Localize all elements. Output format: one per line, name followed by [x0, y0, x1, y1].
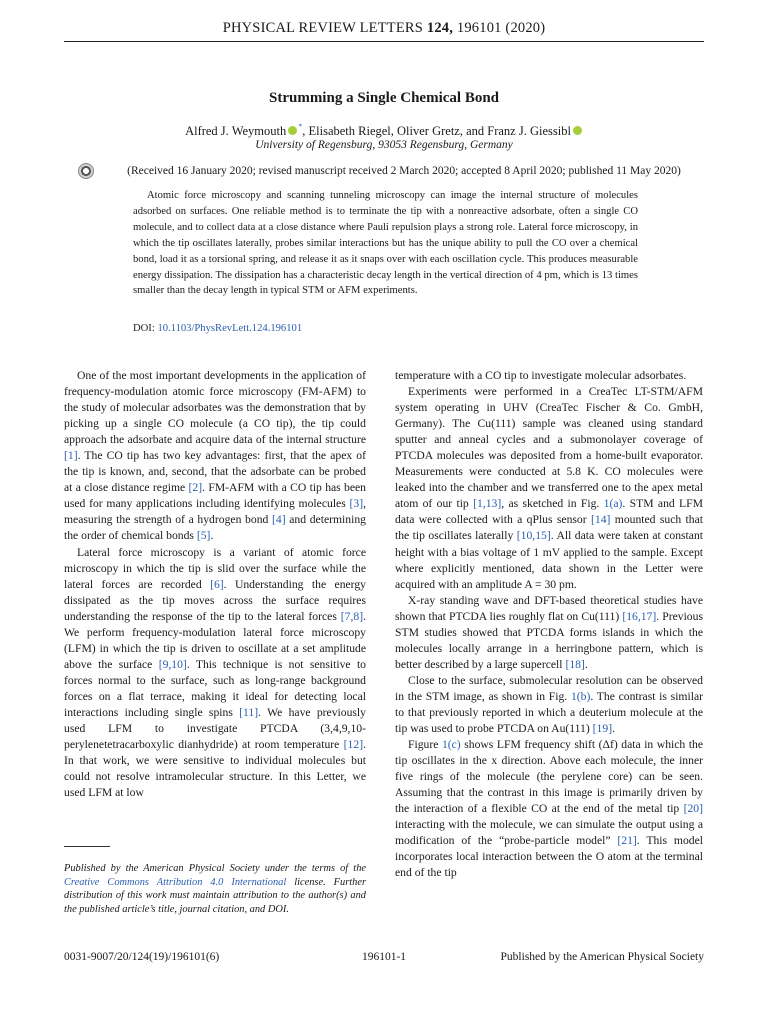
paragraph-experiments: [395, 384, 703, 593]
text-run: mounted such that the tip oscillates laterally: [395, 513, 704, 543]
citation-link[interactable]: [12]: [343, 738, 364, 752]
footer-page-number: 196101-1: [361, 951, 407, 963]
text-run: Figure: [408, 738, 442, 752]
text-run: shows LFM frequency shift (Δf) data in which the tip oscillates in the x direction. Above each molecule, the inner five rings of the molecule (the perylene core) can be seen. Assuming that the contrast in this image is primarily driven by the interaction of a flexible CO at the end of the metal tip: [395, 738, 703, 816]
citation-link[interactable]: [9,10]: [158, 657, 187, 671]
text-run: , as sketched in Fig.: [501, 497, 604, 511]
orcid-icon[interactable]: [288, 126, 297, 135]
citation-link[interactable]: [10,15]: [516, 529, 551, 543]
article-title: Strumming a Single Chemical Bond: [268, 90, 500, 106]
text-run: . This technique is not sensitive to forces normal to the surface, such as long-range background forces on a flat terrace, making it ideal for detecting local interactions including single spins: [64, 657, 366, 719]
orcid-icon[interactable]: [573, 126, 582, 135]
abstract: Atomic force microscopy and scanning tunneling microscopy can image the internal structure of molecules adsorbed on surfaces. One reliable method is to terminate the tip with a nonreactive adsorbate, often a single CO molecule, and to collect data at a close distance where Pauli repulsion plays a strong role. Lateral force microscopy, in which the tip oscillates laterally, probes similar interactions but has the unique ability to pull the CO over a chemical bond, load it as a torsional spring, and release it as it snaps over with each oscillation cycle. This produces measurable energy dissipation. The dissipation has a characteristic decay length in the vertical direction of 4 pm, which is 13 times smaller than the decay length in typical STM or AFM experiments.: [133, 190, 638, 297]
text-run: A = 30 pm.: [524, 577, 577, 591]
paragraph-intro: [64, 368, 366, 545]
footer-issn: 0031-9007/20/124(19)/196101(6): [64, 951, 220, 963]
paragraph-continued: temperature with a CO tip to investigate molecular adsorbates.: [395, 369, 687, 382]
text-run: . FM-AFM with a CO tip has been used for many applications including identifying molecules: [64, 481, 367, 511]
history-line: [64, 163, 704, 179]
author-list: [64, 122, 704, 139]
text-run: . The CO tip has two key advantages: first, that the apex of the tip is known, and, second, that the adsorbate can be probed at a close distance regime: [64, 449, 366, 495]
page-footer: [64, 951, 704, 963]
figure-link[interactable]: 1(b): [570, 689, 591, 703]
paragraph-figure1c: [395, 737, 703, 881]
text-run: Lateral force microscopy is a variant of atomic force microscopy in which the tip is slid over the surface while the lateral forces are recorded: [64, 545, 366, 591]
citation-link[interactable]: [14]: [591, 513, 611, 527]
text-run: . We perform frequency-modulation lateral force microscopy (LFM) in which the tip is driven to oscillate at a set amplitude above the surface: [64, 609, 366, 671]
author-weymouth[interactable]: Alfred J. Weymouth: [185, 124, 287, 138]
citation-link[interactable]: [1]: [64, 449, 78, 463]
journal-volume: 124,: [426, 20, 454, 36]
left-column: [64, 368, 366, 801]
right-column: [395, 368, 703, 882]
citation-link[interactable]: [11]: [239, 705, 259, 719]
paragraph-stm: [395, 673, 703, 737]
text-run: and determining the order of chemical bonds: [64, 513, 366, 543]
text-run: .: [584, 657, 588, 671]
text-run: One of the most important developments in the application of frequency-modulation atomic force microscopy (FM-AFM) to the study of molecular adsorbates was the demonstration that by picking up a single CO molecule (a CO tip), the tip could approach the adsorbate and acquire data of the internal structure: [64, 369, 366, 447]
citation-link[interactable]: [21]: [617, 834, 637, 848]
figure-link[interactable]: 1(a): [603, 497, 623, 511]
license-footnote: [64, 862, 366, 916]
figure-link[interactable]: 1(c): [441, 738, 461, 752]
citation-link[interactable]: [7,8]: [340, 609, 364, 623]
citation-link[interactable]: [4]: [272, 513, 286, 527]
text-run: . This model incorporates local interaction between the O atom at the terminal end of the tip: [395, 834, 703, 880]
doi-link[interactable]: 10.1103/PhysRevLett.124.196101: [157, 323, 303, 334]
footnote-rule: [64, 846, 110, 847]
corresponding-author-mark[interactable]: *: [298, 122, 303, 131]
citation-link[interactable]: [1,13]: [473, 497, 502, 511]
text-run: Close to the surface, submolecular resolution can be observed in the STM image, as shown in Fig.: [395, 673, 703, 703]
citation-link[interactable]: [16,17]: [622, 609, 657, 623]
text-run: .: [612, 722, 615, 736]
text-run: . Previous STM studies showed that PTCDA forms islands in which the molecules locally arrange in a herringbone pattern, which is better described by a large supercell: [395, 609, 703, 671]
text-run: license. Further distribution of this work must maintain attribution to the author(s) and the published article’s title, journal citation, and DOI.: [64, 876, 366, 915]
text-run: Experiments were performed in a CreaTec LT-STM/AFM system operating in UHV (CreaTec Fischer & Co. GmbH, Germany). The Cu(111) sample was cleaned using standard sputter and anneal cycles and a submonolayer coverage of PTCDA molecules was deposited from a home-built evaporator. Measurements were conducted at 5.8 K. CO molecules were leaked into the chamber and we transferred one to the apex metal atom of our tip: [395, 385, 703, 511]
citation-link[interactable]: [19]: [592, 722, 613, 736]
text-run: . Understanding the energy dissipated as the tip moves across the surface requires understanding the response of the tip to the lateral forces: [64, 577, 366, 623]
affiliation: University of Regensburg, 93053 Regensburg, Germany: [255, 139, 513, 151]
citation-link[interactable]: [3]: [349, 497, 364, 511]
author-others: , Elisabeth Riegel, Oliver Gretz, and Franz J. Giessibl: [302, 124, 571, 138]
article-number: 196101 (2020): [456, 20, 546, 36]
crossmark-icon[interactable]: [78, 163, 94, 179]
citation-link[interactable]: [20]: [683, 802, 703, 816]
journal-name: PHYSICAL REVIEW LETTERS: [222, 20, 424, 36]
paragraph-lfm: [64, 545, 366, 802]
text-run: . STM and LFM data were collected with a qPlus sensor: [395, 497, 703, 527]
doi-line: [133, 323, 638, 334]
citation-link[interactable]: [6]: [210, 577, 224, 591]
doi-label: DOI:: [133, 323, 155, 334]
text-run: . In that work, we were sensitive to individual molecules but could not resolve intramolecular structure. In this Letter, we used LFM at low: [64, 738, 366, 800]
footer-publisher: Published by the American Physical Society: [500, 951, 704, 963]
text-run: . We have previously used LFM to investigate PTCDA (3,4,9,10-perylenetetracarboxylic dianhydride) at room temperature: [64, 705, 366, 752]
paragraph-xray: [395, 593, 703, 673]
text-run: . The contrast is similar to that previously reported in which a deuterium molecule at the tip was used to probe PTCDA on Au(111): [395, 689, 703, 736]
license-link[interactable]: Creative Commons Attribution 4.0 International: [64, 876, 287, 888]
text-run: interacting with the molecule, we can simulate the output using a modification of the “probe-particle model”: [395, 818, 703, 848]
received-dates: (Received 16 January 2020; revised manuscript received 2 March 2020; accepted 8 April 2020; published 11 May 2020): [127, 165, 681, 177]
citation-link[interactable]: [18]: [565, 657, 585, 671]
citation-link[interactable]: [5]: [196, 529, 211, 543]
text-run: .: [210, 529, 214, 543]
text-run: Published by the American Physical Society under the terms of the: [64, 863, 366, 874]
text-run: . All data were taken at constant height with a bias voltage of 1 mV applied to the sample. Except where explicitly mentioned, data shown in the Letter were acquired with an amplitude: [395, 529, 703, 591]
text-run: X-ray standing wave and DFT-based theoretical studies have shown that PTCDA lies roughly flat on Cu(111): [395, 593, 703, 623]
journal-header: [64, 20, 704, 37]
header-rule: [64, 41, 704, 42]
citation-link[interactable]: [2]: [188, 481, 203, 495]
text-run: , measuring the strength of a hydrogen bond: [64, 497, 366, 527]
